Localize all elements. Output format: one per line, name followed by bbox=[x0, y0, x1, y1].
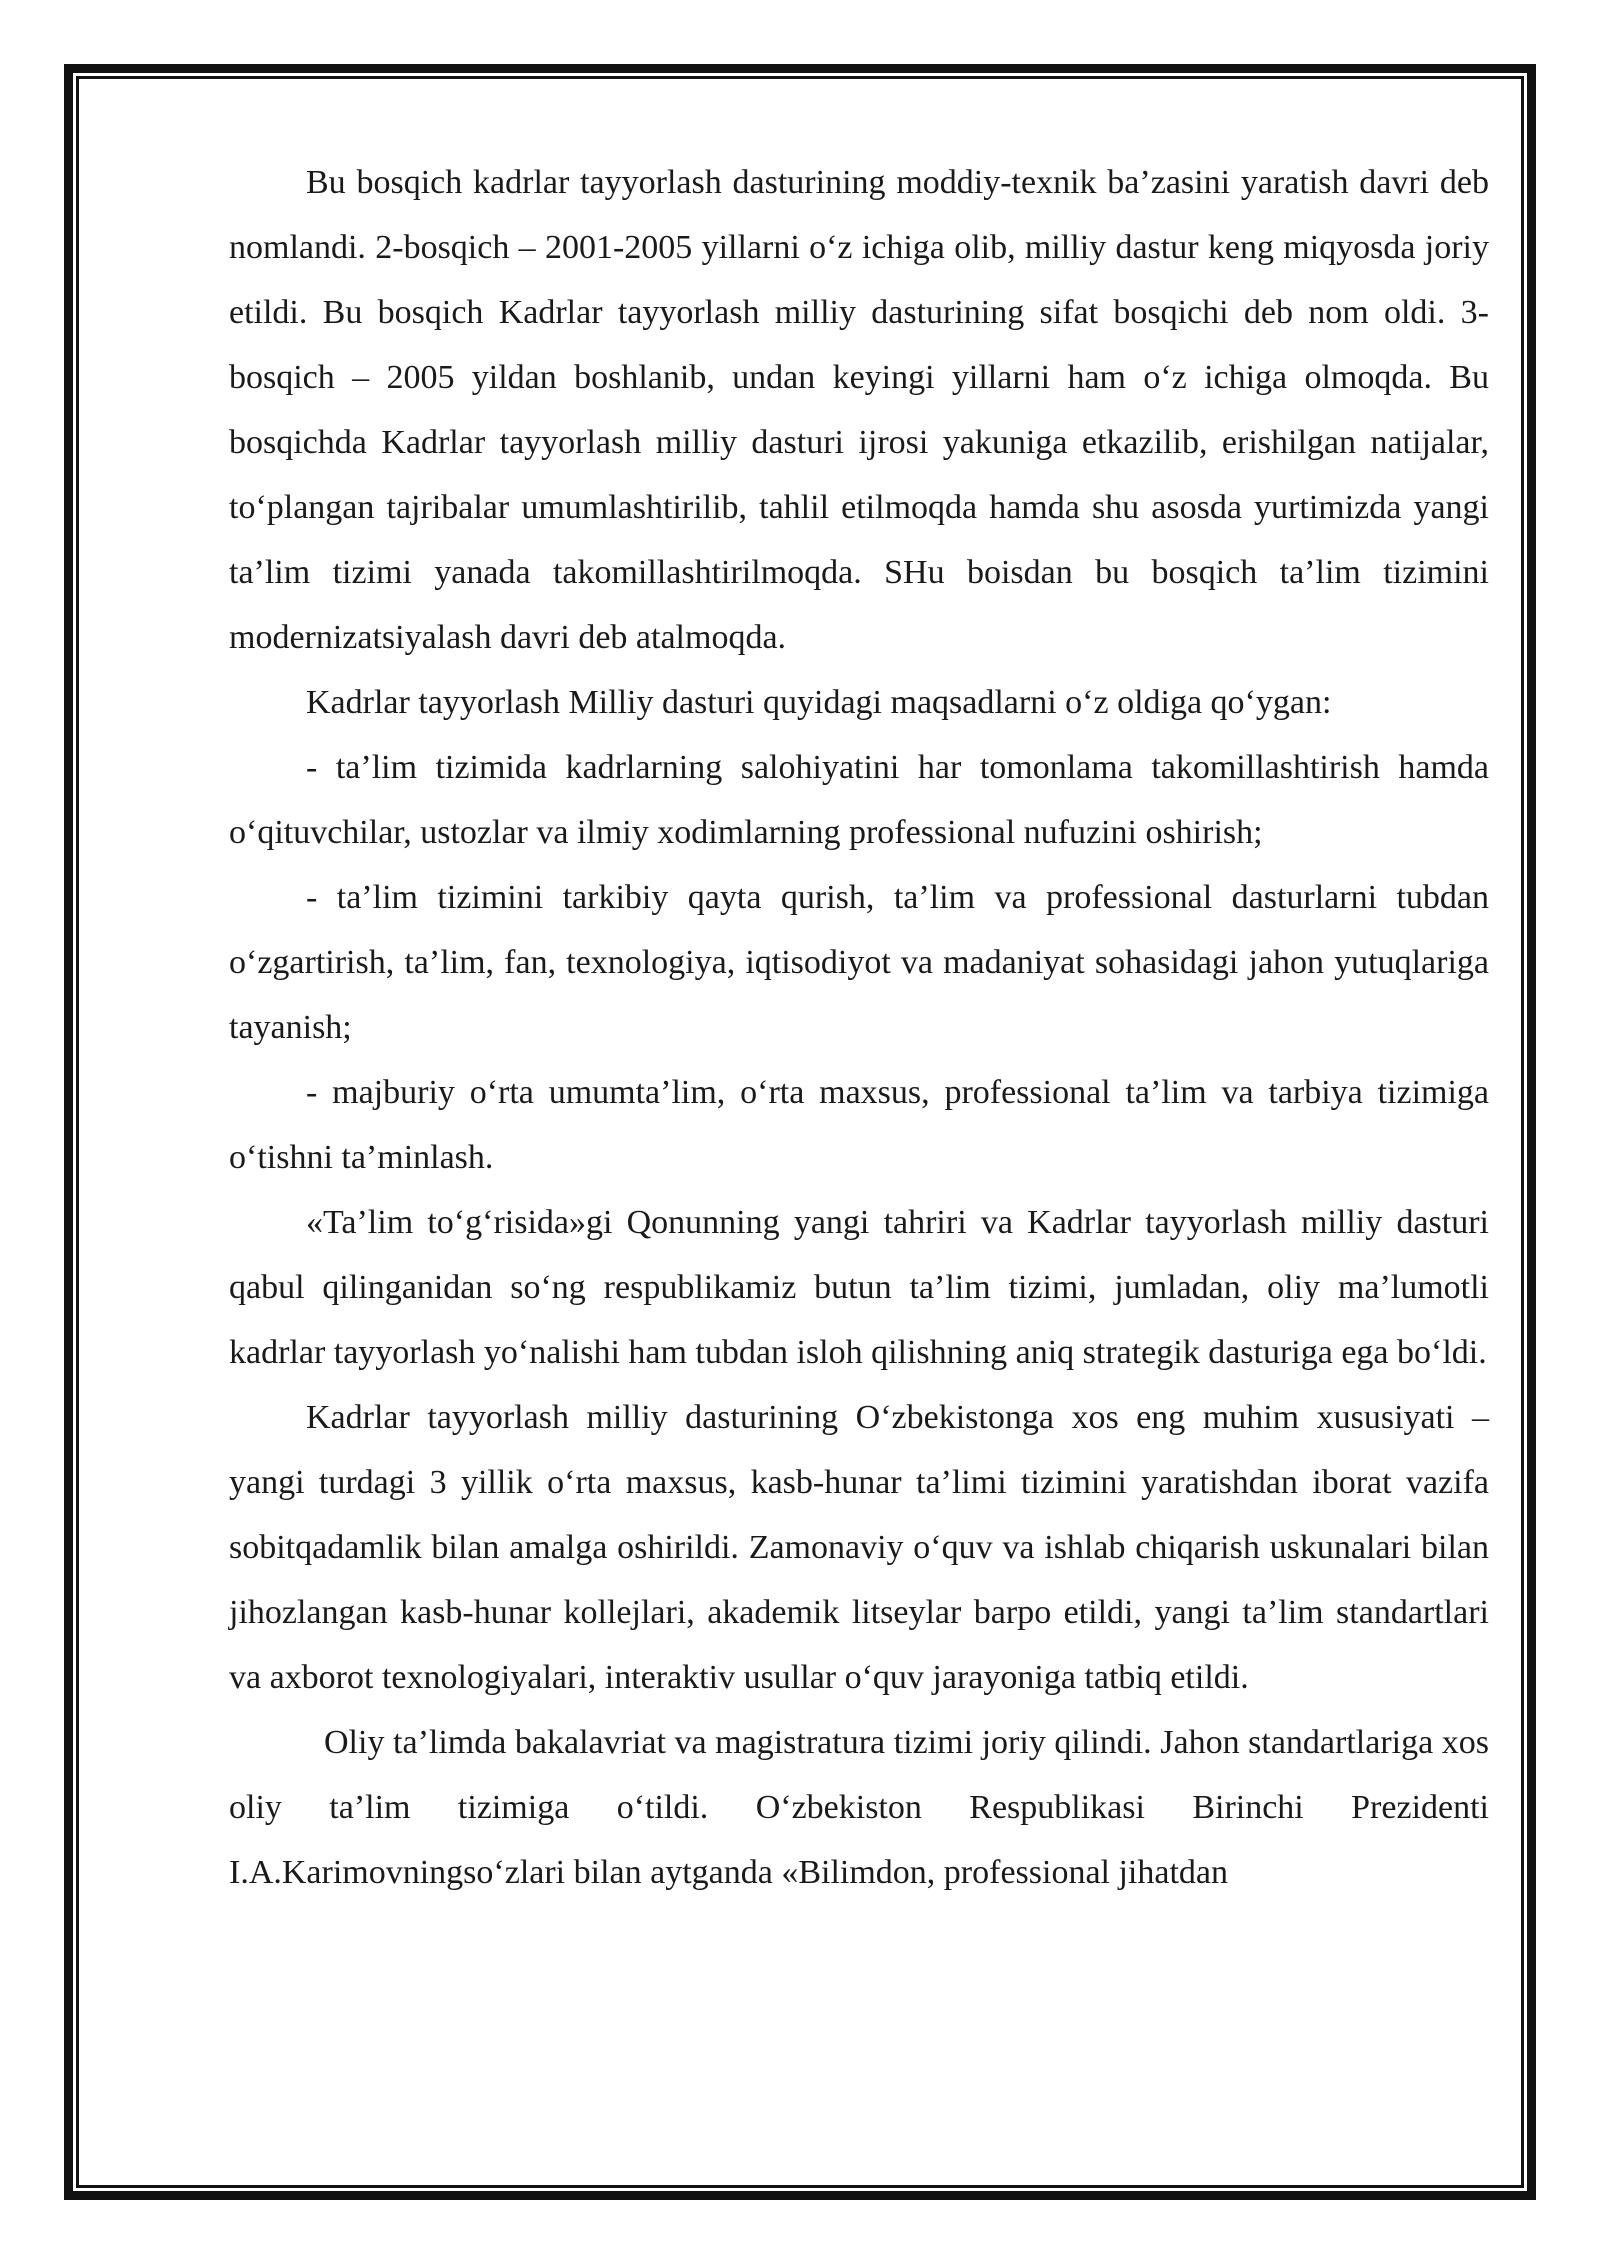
paragraph-vocational-education: Kadrlar tayyorlash milliy dasturining O‘zbekistonga xos eng muhim xususiyati – yangi turdagi 3 yillik o‘rta maxsus, kasb-hunar ta’limi tizimini yaratishdan iborat vazifa sobitqadamlik bilan amalga oshirildi. Zamonaviy o‘quv va ishlab chiqarish uskunalari bilan jihozlangan kasb-hunar kollejlari, akademik litseylar barpo etildi, yangi ta’lim standartlari va axborot texnologiyalari, interaktiv usullar o‘quv jarayoniga tatbiq etildi. bbox=[229, 1399, 1489, 1696]
list-item-goal-1: - ta’lim tizimida kadrlarning salohiyatini har tomonlama takomillashtirish hamda o‘qituvchilar, ustozlar va ilmiy xodimlarning professional nufuzini oshirish; bbox=[229, 749, 1489, 851]
list-item-goal-3: - majburiy o‘rta umumta’lim, o‘rta maxsus, professional ta’lim va tarbiya tizimiga o‘tishni ta’minlash. bbox=[229, 1074, 1489, 1176]
paragraph-law-reform: «Ta’lim to‘g‘risida»gi Qonunning yangi tahriri va Kadrlar tayyorlash milliy dasturi qabul qilinganidan so‘ng respublikamiz butun ta’lim tizimi, jumladan, oliy ma’lumotli kadrlar tayyorlash yo‘nalishi ham tubdan isloh qilishning aniq strategik dasturiga ega bo‘ldi. bbox=[229, 1204, 1489, 1371]
document-body bbox=[229, 150, 1489, 1905]
list-item-goal-2: - ta’lim tizimini tarkibiy qayta qurish, ta’lim va professional dasturlarni tubdan o‘zgartirish, ta’lim, fan, texnologiya, iqtisodiyot va madaniyat sohasidagi jahon yutuqlariga tayanish; bbox=[229, 879, 1489, 1046]
paragraph-higher-education: Oliy ta’limda bakalavriat va magistratura tizimi joriy qilindi. Jahon standartlariga xos oliy ta’lim tizimiga o‘tildi. O‘zbekiston Respublikasi Birinchi Prezidenti I.A.Karimovningso‘zlari bilan aytganda «Bilimdon, professional jihatdan bbox=[229, 1724, 1489, 1891]
paragraph-goals-intro: Kadrlar tayyorlash Milliy dasturi quyidagi maqsadlarni o‘z oldiga qo‘ygan: bbox=[306, 684, 1332, 721]
paragraph-stages: Bu bosqich kadrlar tayyorlash dasturining moddiy-texnik ba’zasini yaratish davri deb nomlandi. 2-bosqich – 2001-2005 yillarni o‘z ichiga olib, milliy dastur keng miqyosda joriy etildi. Bu bosqich Kadrlar tayyorlash milliy dasturining sifat bosqichi deb nom oldi. 3-bosqich – 2005 yildan boshlanib, undan keyingi yillarni ham o‘z ichiga olmoqda. Bu bosqichda Kadrlar tayyorlash milliy dasturi ijrosi yakuniga etkazilib, erishilgan natijalar, to‘plangan tajribalar umumlashtirilib, tahlil etilmoqda hamda shu asosda yurtimizda yangi ta’lim tizimi yanada takomillashtirilmoqda. SHu boisdan bu bosqich ta’lim tizimini modernizatsiyalash davri deb atalmoqda. bbox=[229, 164, 1489, 656]
